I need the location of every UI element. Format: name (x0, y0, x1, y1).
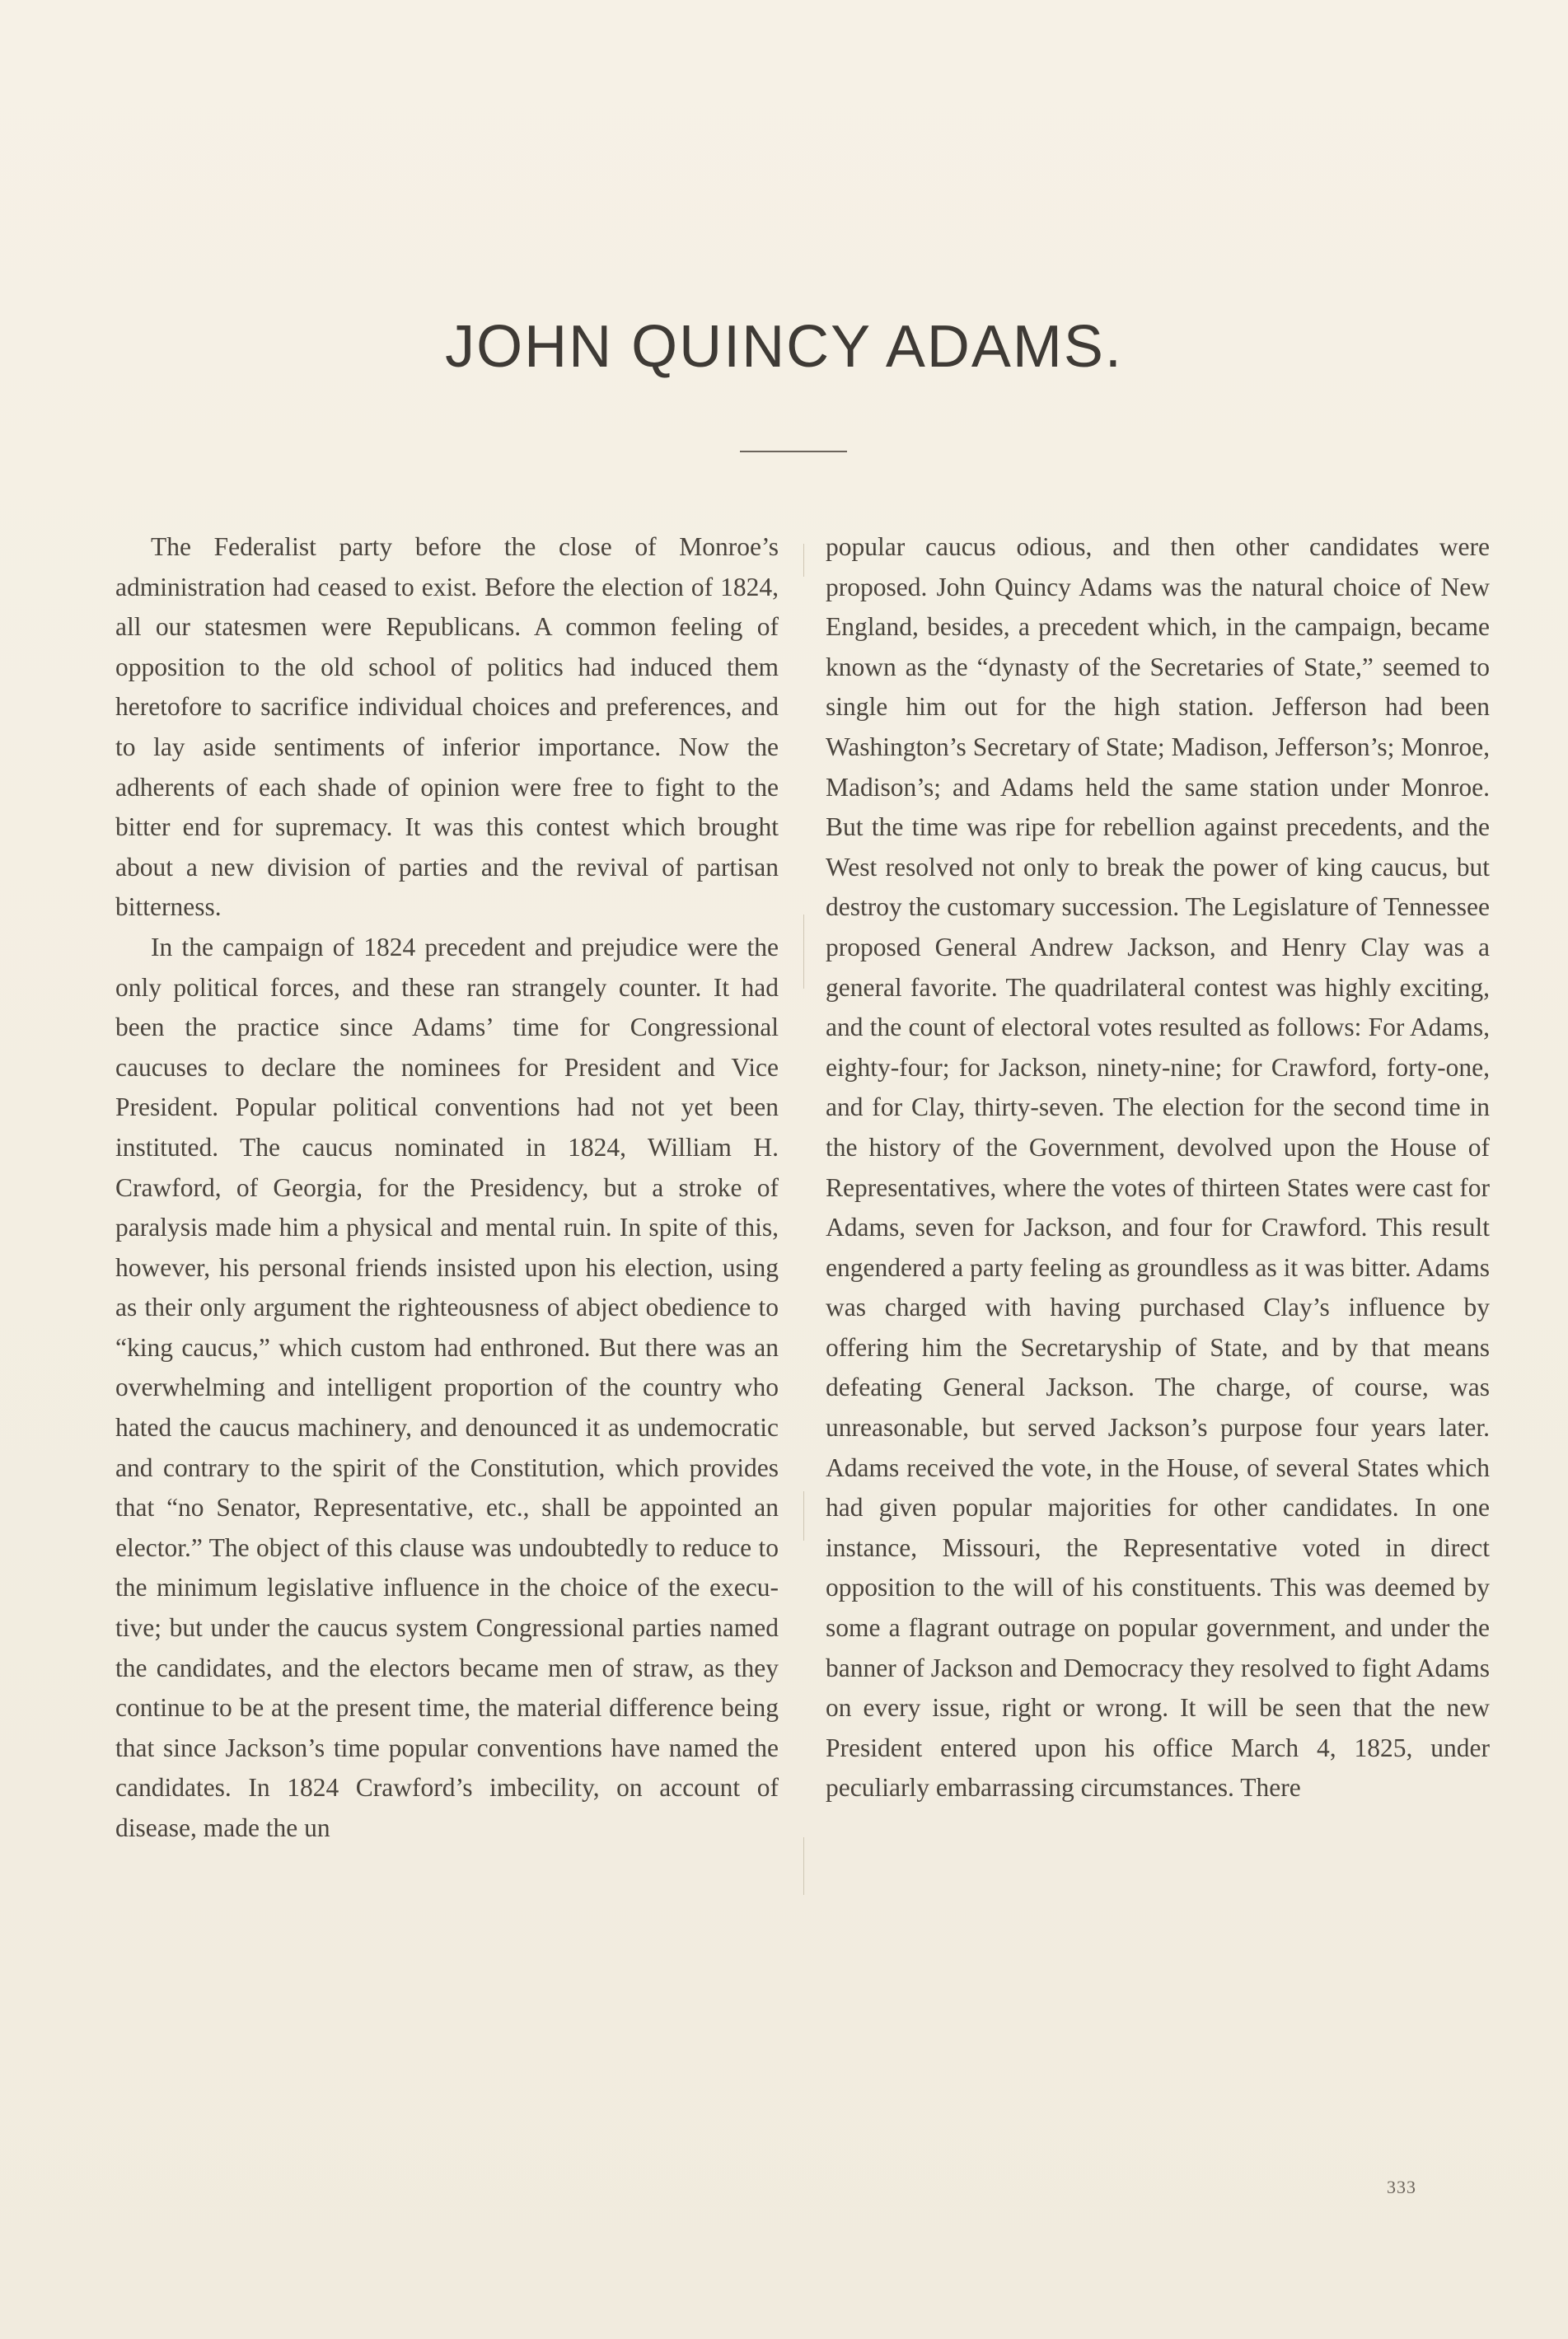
gutter-mark (803, 1491, 804, 1541)
left-text-column (115, 527, 779, 1849)
paragraph-continued: popular caucus odious, and then other candidates were proposed. John Quincy Adams was the natural choice of New England, besides, a precedent which, in the campaign, became known as the “dynasty of the Secretaries of State,” seemed to single him out for the high station. Jefferson had been Washington’s Secretary of State; Madison, Jefferson’s; Monroe, Madison’s; and Adams held the same station under Monroe. But the time was ripe for rebellion against precedents, and the West resolved not only to break the power of king caucus, but destroy the customary succession. The Legislature of Tennessee proposed General Andrew Jackson, and Henry Clay was a general favorite. The quadrilateral contest was highly exciting, and the count of electoral votes resulted as follows: For Adams, eighty-four; for Jackson, ninety-nine; for Crawford, forty-one, and for Clay, thirty-seven. The election for the second time in the history of the Government, devolved upon the House of Representatives, where the votes of thirteen States were cast for Adams, seven for Jackson, and four for Crawford. This result engendered a party feeling as groundless as it was bitter. Adams was charged with having purchased Clay’s influence by offering him the Secretaryship of State, and by that means defeating General Jackson. The charge, of course, was unreasonable, but served Jackson’s purpose four years later. Adams received the vote, in the House, of several States which had given popular majorities for other candidates. In one instance, Missouri, the Representative voted in direct opposition to the will of his constituents. This was deemed by some a flagrant outrage on popular government, and under the banner of Jackson and Democracy they resolved to fight Adams on every issue, right or wrong. It will be seen that the new President entered upon his office March 4, 1825, under peculiarly embarrassing circumstances. There (826, 532, 1490, 1803)
chapter-title: JOHN QUINCY ADAMS. (445, 314, 1123, 380)
paragraph: In the campaign of 1824 precedent and prejudice were the only political forces, and these ran strangely counter. It had been the practice since Adams’ time for Congressional caucuses to declare the nominees for President and Vice President. Popular political conventions had not yet been instituted. The caucus nominated in 1824, William H. Crawford, of Georgia, for the Presidency, but a stroke of paralysis made him a physical and mental ruin. In spite of this, however, his personal friends insisted upon his election, using as their only argument the righteousness of abject obedience to “king caucus,” which custom had enthroned. But there was an overwhelming and intelligent proportion of the country who hated the caucus machinery, and denounced it as undemocratic and contrary to the spirit of the Constitution, which provides that “no Senator, Representative, etc., shall be appointed an elector.” The object of this clause was undoubtedly to reduce to the minimum legislative influence in the choice of the executive; but under the caucus system Congressional parties named the candidates, and the electors became men of straw, as they continue to be at the present time, the material difference being that since Jackson’s time popular conventions have named the candidates. In 1824 Crawford’s imbecility, on account of disease, made the un (115, 932, 779, 1842)
title-divider-rule (740, 451, 847, 452)
gutter-mark (803, 1837, 804, 1895)
gutter-mark (803, 544, 804, 577)
paragraph: The Federalist party before the close of Monroe’s administration had ceased to exist. Before the election of 1824, all our statesmen were Republicans. A common feeling of opposition to the old school of politics had induced them heretofore to sacrifice individual choices and preferences, and to lay aside sentiments of inferior importance. Now the adherents of each shade of opinion were free to fight to the bitter end for supremacy. It was this contest which brought about a new division of parties and the revival of partisan bitterness. (115, 532, 779, 922)
gutter-mark (803, 915, 804, 989)
page-number: 333 (1387, 2177, 1416, 2197)
right-text-column (826, 527, 1490, 1808)
